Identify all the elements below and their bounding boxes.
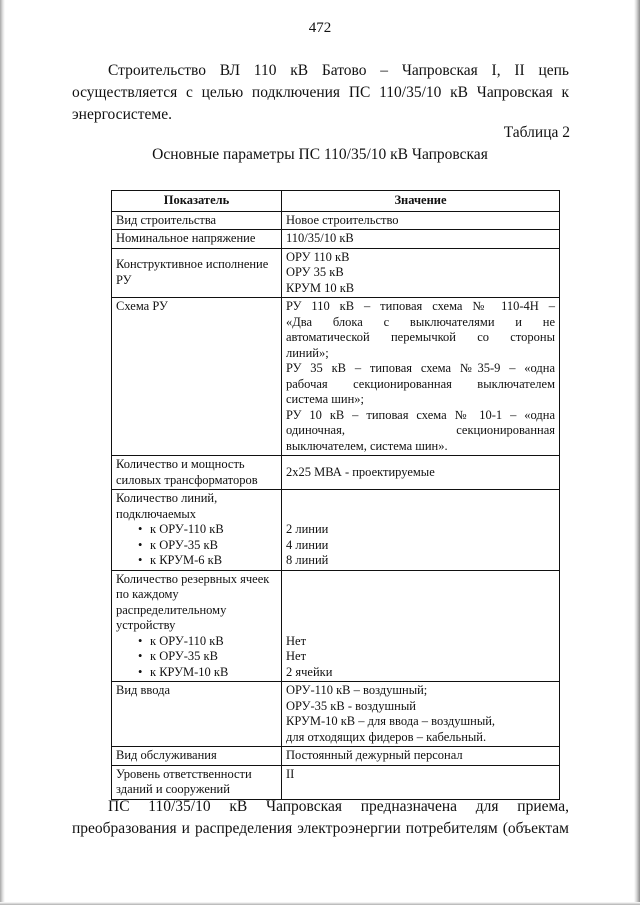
parameter-cell <box>112 248 282 298</box>
parameter-cell <box>112 211 282 230</box>
intro-line: Строительство ВЛ 110 кВ Батово – Чапровская I, II цепь <box>108 62 569 79</box>
cell-line: Номинальное напряжение <box>116 231 256 245</box>
scan-edge-right <box>634 0 640 905</box>
cell-line: по каждому <box>116 587 179 601</box>
cell-line: автоматической перемычкой со стороны <box>286 330 555 344</box>
table-row <box>112 456 560 490</box>
cell-line: выключателем, система шин». <box>286 438 448 453</box>
cell-line: 2 ячейки <box>286 664 333 679</box>
value-cell <box>282 490 560 571</box>
cell-line: Нет <box>286 633 307 648</box>
table-title: Основные параметры ПС 110/35/10 кВ Чапровская <box>152 146 488 163</box>
bullet-item: • к ОРУ-110 кВ <box>116 634 277 650</box>
parameter-cell <box>112 456 282 490</box>
cell-line: 8 линий <box>286 553 329 567</box>
value-cell <box>282 570 560 682</box>
cell-line: зданий и сооружений <box>116 782 230 796</box>
cell-line: «Два блока с выключателями и не <box>286 314 555 329</box>
cell-line: КРУМ-10 кВ – для ввода – воздушный, <box>286 714 496 728</box>
bullet-item: • к ОРУ-110 кВ <box>116 522 277 538</box>
bullet-item: • к КРУМ-10 кВ <box>116 665 277 681</box>
table-row <box>112 230 560 249</box>
parameter-cell <box>112 570 282 682</box>
cell-line: 2 линии <box>286 522 329 536</box>
page-number: 472 <box>308 20 332 36</box>
value-cell <box>282 682 560 747</box>
table-row <box>112 682 560 747</box>
parameter-cell <box>112 765 282 799</box>
cell-line: РУ 110 кВ – типовая схема № 110-4Н – <box>286 299 555 313</box>
cell-line: РУ 10 кВ – типовая схема № 10-1 – «одна <box>286 407 555 422</box>
cell-line: Новое строительство <box>286 212 399 227</box>
value-cell <box>282 211 560 230</box>
table-row <box>112 211 560 230</box>
bullet-item: • к ОРУ-35 кВ <box>116 649 277 665</box>
bullet-item: • к КРУМ-6 кВ <box>116 553 277 569</box>
parameter-cell <box>112 230 282 249</box>
cell-line: Вид ввода <box>116 683 171 697</box>
cell-line: II <box>286 766 295 781</box>
cell-line: РУ <box>116 272 132 287</box>
column-header-value: Значение <box>282 191 560 212</box>
table-row <box>112 570 560 682</box>
cell-line: устройству <box>116 618 176 632</box>
cell-line: для отходящих фидеров – кабельный. <box>286 729 487 744</box>
parameter-cell <box>112 490 282 571</box>
cell-line: подключаемых <box>116 506 197 521</box>
cell-line: Количество резервных ячеек <box>116 571 270 586</box>
cell-line: Схема РУ <box>116 299 168 313</box>
value-cell <box>282 747 560 766</box>
cell-line: рабочая секционированная выключателем <box>286 376 555 391</box>
cell-line: одиночная, секционированная <box>286 423 555 437</box>
table-label: Таблица 2 <box>503 124 570 141</box>
closing-paragraph <box>72 796 569 840</box>
value-cell <box>282 248 560 298</box>
cell-line: силовых трансформаторов <box>116 472 258 487</box>
table-row <box>112 298 560 456</box>
cell-line: ОРУ 35 кВ <box>286 265 344 279</box>
cell-line: Вид обслуживания <box>116 748 217 762</box>
cell-line: Уровень ответственности <box>116 766 252 781</box>
parameter-cell <box>112 298 282 456</box>
cell-line: линий»; <box>286 345 329 360</box>
table-row <box>112 747 560 766</box>
cell-line: Нет <box>286 649 307 663</box>
cell-line: Постоянный дежурный персонал <box>286 748 463 762</box>
cell-line: Конструктивное исполнение <box>116 257 269 272</box>
cell-line: 4 линии <box>286 537 329 552</box>
table-row <box>112 490 560 571</box>
value-cell <box>282 456 560 490</box>
cell-line: Вид строительства <box>116 212 217 227</box>
cell-line: распределительному <box>116 602 227 617</box>
bullet-item: • к ОРУ-35 кВ <box>116 538 277 554</box>
cell-line: РУ 35 кВ – типовая схема №35-9 – «одна <box>286 361 555 375</box>
scan-edge-left <box>0 0 5 905</box>
parameter-cell <box>112 682 282 747</box>
intro-line: осуществляется с целью подключения ПС 110/35/10 кВ Чапровская к <box>72 84 569 101</box>
table-row <box>112 765 560 799</box>
closing-line: ПС 110/35/10 кВ Чапровская предназначена для приема, <box>108 798 569 815</box>
parameters-table <box>111 190 560 800</box>
cell-line: система шин»; <box>286 392 365 406</box>
column-header-parameter: Показатель <box>112 191 282 212</box>
value-cell <box>282 765 560 799</box>
parameter-cell <box>112 747 282 766</box>
table-row <box>112 248 560 298</box>
cell-line: КРУМ 10 кВ <box>286 280 355 295</box>
cell-line: ОРУ-110 кВ – воздушный; <box>286 683 428 697</box>
value-cell <box>282 230 560 249</box>
value-cell <box>282 298 560 456</box>
cell-line: Количество и мощность <box>116 457 245 471</box>
cell-line: ОРУ 110 кВ <box>286 249 350 264</box>
cell-line: 110/35/10 кВ <box>286 231 354 245</box>
table-header-row <box>112 191 560 212</box>
cell-line: 2х25 МВА - проектируемые <box>286 464 435 479</box>
cell-line: ОРУ-35 кВ - воздушный <box>286 698 416 713</box>
intro-paragraph <box>72 60 569 126</box>
intro-line: энергосистеме. <box>72 106 172 123</box>
closing-line: преобразования и распределения электроэнергии потребителям (объектам <box>72 820 569 837</box>
cell-line: Количество линий, <box>116 491 218 505</box>
